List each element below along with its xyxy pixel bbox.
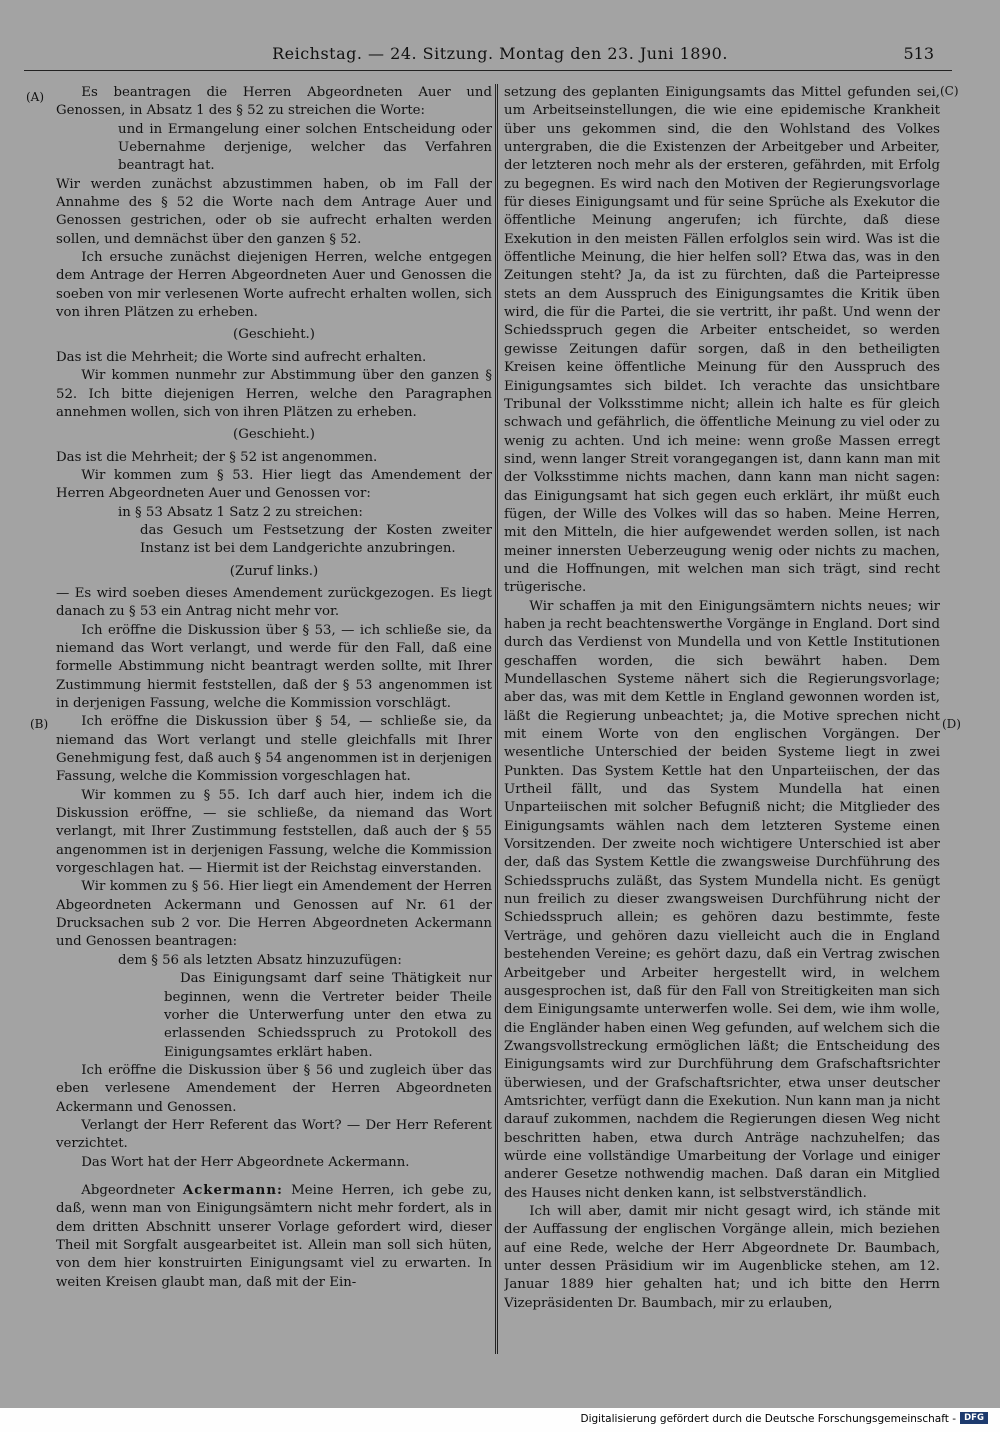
paragraph: Ich ersuche zunächst diejenigen Herren, welche entgegen dem Antrage der Herren Abgeordneten Auer und Genossen die soeben von mir verlesenen Worte aufrecht erhalten wollen, sich von ihren Plätzen zu erheben. [56, 250, 492, 321]
column-divider [495, 84, 498, 1354]
quoted-text: Das Einigungsamt darf seine Thätigkeit nur beginnen, wenn die Vertreter beider Theile vorher die Unterwerfung unter den etwa zu erlassenden Schiedsspruch zu Protokoll des Einigungsamtes erklärt haben. [164, 971, 492, 1060]
dfg-logo: DFG [960, 1412, 988, 1424]
margin-mark-b: (B) [30, 717, 49, 731]
paragraph: Ich eröffne die Diskussion über § 53, — ich schließe sie, da niemand das Wort verlangt, und werde für den Fall, daß eine formelle Abstimmung nicht beantragt werden sollte, mit Ihrer Zustimmung hiermit feststellen, daß der § 53 angenommen ist in derjenigen Fassung, welche die Kommission vorschlägt. [56, 622, 492, 711]
speaker-name: Ackermann: [182, 1182, 283, 1198]
paragraph: Wir kommen zu § 55. Ich darf auch hier, indem ich die Diskussion eröffne, — sie schließe, da niemand das Wort verlangt, mit Ihrer Zustimmung feststellen, daß auch der § 55 angenommen ist in derjenigen Fassung, welche die Kommission vorgeschlagen hat. — Hiermit ist der Reichstag einverstanden. [56, 787, 492, 877]
speaker-prefix: Abgeordneter [81, 1182, 183, 1198]
paragraph: Das Wort hat der Herr Abgeordnete Ackermann. [81, 1154, 410, 1170]
speech-text: Meine Herren, ich gebe zu, daß, wenn man von Einigungsämtern nicht mehr fordert, als in dem dritten Abschnitt unserer Vorlage gefordert wird, dieser Theil mit Sorgfalt ausgearbeitet ist. Allein man soll sich hüten, von dem hier konstruirten Einigungsamt viel zu erwarten. In weiten Kreisen glaubt man, daß mit der Ein- [56, 1182, 492, 1290]
paragraph: Wir kommen nunmehr zur Abstimmung über den ganzen § 52. Ich bitte diejenigen Herren, welche den Paragraphen annehmen wollen, sich von ihren Plätzen zu erheben. [56, 368, 492, 420]
right-column [504, 84, 940, 1344]
quoted-text: dem § 56 als letzten Absatz hinzuzufügen: [118, 952, 402, 968]
quoted-text: das Gesuch um Festsetzung der Kosten zweiter Instanz ist bei dem Landgerichte anzubringen. [140, 522, 492, 557]
stage-direction: (Geschieht.) [233, 327, 315, 343]
paragraph: Es beantragen die Herren Abgeordneten Auer und Genossen, in Absatz 1 des § 52 zu streichen die Worte: [56, 85, 492, 119]
page-number: 513 [903, 44, 934, 63]
paragraph: Wir schaffen ja mit den Einigungsämtern nichts neues; wir haben ja recht beachtenswerthe Vorgänge in England. Dort sind durch das Verdienst von Mundella und von Kettle Institutionen geschaffen worden, die sich bewährt haben. Dem Mundellaschen Systeme nähert sich die Regierungsvorlage; aber das, was mit dem Kettle in England gewonnen worden ist, läßt die Regierung unbeachtet; ja, die Motive sprechen nicht mit einem Worte von den englischen Vorgängen. Der wesentliche Unterschied der beiden Systeme liegt in zwei Punkten. Das System Kettle hat den Unparteiischen, der das Urtheil fällt, und das System Mundella hat einen Unparteiischen mit solcher Befugniß nicht; die Mitglieder des Einigungsamts wählen nach dem letzteren Systeme einen Vorsitzenden. Der zweite noch wichtigere Unterschied ist aber der, daß das System Kettle die zwangsweise Durchführung des Schiedsspruchs zuläßt, das System Mundella nicht. Es genügt nun freilich zu dieser zwangsweisen Durchführung nicht der Schiedsspruch allein; es gehören dazu bestimmte, feste Verträge, und gehören dazu vielleicht auch die in England bestehenden Vereine; es gehört dazu, daß ein Vertrag zwischen Arbeitgeber und Arbeiter hergestellt wird, in welchem ausgesprochen ist, daß für den Fall von Streitigkeiten man sich dem Einigungsamte unterwerfen wolle. Sei dem, wie ihm wolle, die Engländer haben einen Weg gefunden, auf welchem sich die Zwangsvollstreckung ermöglichen läßt; die Entscheidung des Einigungsamts wird zur Durchführung dem Grafschaftsrichter überwiesen, und der Grafschaftsrichter, etwa unser deutscher Amtsrichter, verfügt dann die Exekution. Nun kann man ja nicht darauf zukommen, nachdem die Regierungen diesen Weg nicht beschritten haben, etwa durch Anträge nachzuhelfen; das würde eine vollständige Umarbeitung der Vorlage und einiger anderer Gesetze nothwendig machen. Daß daran ein Mitglied des Hauses nicht denken kann, ist selbstverständlich. [504, 598, 940, 1201]
margin-mark-c: (C) [940, 84, 959, 98]
page-header [0, 0, 1000, 66]
paragraph: Das ist die Mehrheit; die Worte sind aufrecht erhalten. [56, 349, 427, 365]
paragraph: Ich eröffne die Diskussion über § 54, — schließe sie, da niemand das Wort verlangt und stelle gleichfalls mit Ihrer Genehmigung fest, daß auch § 54 angenommen ist in derjenigen Fassung, welche die Kommission vorgeschlagen hat. [56, 714, 492, 785]
paragraph: Wir kommen zum § 53. Hier liegt das Amendement der Herren Abgeordneten Auer und Genossen vor: [56, 467, 492, 502]
paragraph: — Es wird soeben dieses Amendement zurückgezogen. Es liegt danach zu § 53 ein Antrag nicht mehr vor. [56, 585, 492, 620]
left-column [56, 84, 492, 1344]
header-rule [24, 70, 952, 71]
paragraph: Wir werden zunächst abzustimmen haben, ob im Fall der Annahme des § 52 die Worte nach dem Antrage Auer und Genossen gestrichen, oder ob sie aufrecht erhalten werden sollen, und demnächst über den ganzen § 52. [56, 176, 492, 247]
margin-mark-a: (A) [26, 90, 45, 104]
quoted-text: in § 53 Absatz 1 Satz 2 zu streichen: [118, 504, 363, 520]
stage-direction: (Zuruf links.) [229, 563, 319, 579]
paragraph: Wir kommen zu § 56. Hier liegt ein Amendement der Herren Abgeordneten Ackermann und Genossen auf Nr. 61 der Drucksachen sub 2 vor. Die Herren Abgeordneten Ackermann und Genossen beantragen: [56, 879, 492, 950]
paragraph: Ich eröffne die Diskussion über § 56 und zugleich über das eben verlesene Amendement der Herren Abgeordneten Ackermann und Genossen. [56, 1062, 492, 1115]
footer-credit: Digitalisierung gefördert durch die Deutsche Forschungsgemeinschaft - [580, 1413, 956, 1425]
running-title: Reichstag. — 24. Sitzung. Montag den 23. Juni 1890. [272, 44, 728, 63]
paragraph: Ich will aber, damit mir nicht gesagt wird, ich stände mit der Auffassung der englischen Vorgänge allein, mich beziehen auf eine Rede, welche der Herr Abgeordnete Dr. Baumbach, unter dessen Präsidium wir im Augenblicke stehen, am 12. Januar 1889 hier gehalten hat; und ich bitte den Herrn Vizepräsidenten Dr. Baumbach, mir zu erlauben, [504, 1203, 940, 1311]
margin-mark-d: (D) [942, 717, 961, 731]
stage-direction: (Geschieht.) [233, 427, 315, 443]
speech-paragraph [56, 1182, 492, 1292]
paragraph: Das ist die Mehrheit; der § 52 ist angenommen. [56, 449, 378, 465]
paragraph: setzung des geplanten Einigungsamts das Mittel gefunden sei, um Arbeitseinstellungen, die wie eine epidemische Krankheit über uns gekommen sind, die den Wohlstand des Volkes untergraben, die die Existenzen der Arbeitgeber und Arbeiter, der letzteren noch mehr als der ersteren, gefährden, mit Erfolg zu begegnen. Es wird nach den Motiven der Regierungsvorlage für dieses Einigungsamt und für seine Sprüche als Exekutor die öffentliche Meinung angerufen; ich fürchte, daß diese Exekution in den meisten Fällen erfolglos sein wird. Was ist die öffentliche Meinung, die hier helfen soll? Etwa das, was in den Zeitungen steht? Ja, da ist zu fürchten, daß die Parteipresse stets an dem Ausspruch des Einigungsamtes die Kritik üben wird, die für die Partei, die sie vertritt, ihr paßt. Und wenn der Schiedsspruch gegen die Arbeiter entscheidet, so werden gewisse Zeitungen dafür sorgen, daß in den betheiligten Kreisen keine öffentliche Meinung für den Ausspruch des Einigungsamtes sich bildet. Ich verachte das unsichtbare Tribunal der Volksstimme nicht; allein ich halte es für gleich schwach und gefährlich, die öffentliche Meinung zu viel oder zu wenig zu achten. Und ich meine: wenn große Massen erregt sind, wenn langer Streit vorangegangen ist, dann kann man mit der Volksstimme nichts machen, dann kann man nicht sagen: das Einigungsamt hat sich gegen euch erklärt, ihr müßt euch fügen, der Wille des Volkes will das so haben. Meine Herren, mit den Mitteln, die hier aufgewendet werden sollen, ist nach meiner innersten Ueberzeugung wenig oder nichts zu machen, und die Hoffnungen, mit welchen man sich trägt, sind recht trügerische. [504, 85, 940, 596]
quoted-text: und in Ermangelung einer solchen Entscheidung oder Uebernahme derjenige, welcher das Verfahren beantragt hat. [118, 121, 492, 174]
paragraph: Verlangt der Herr Referent das Wort? — Der Herr Referent verzichtet. [56, 1117, 492, 1152]
